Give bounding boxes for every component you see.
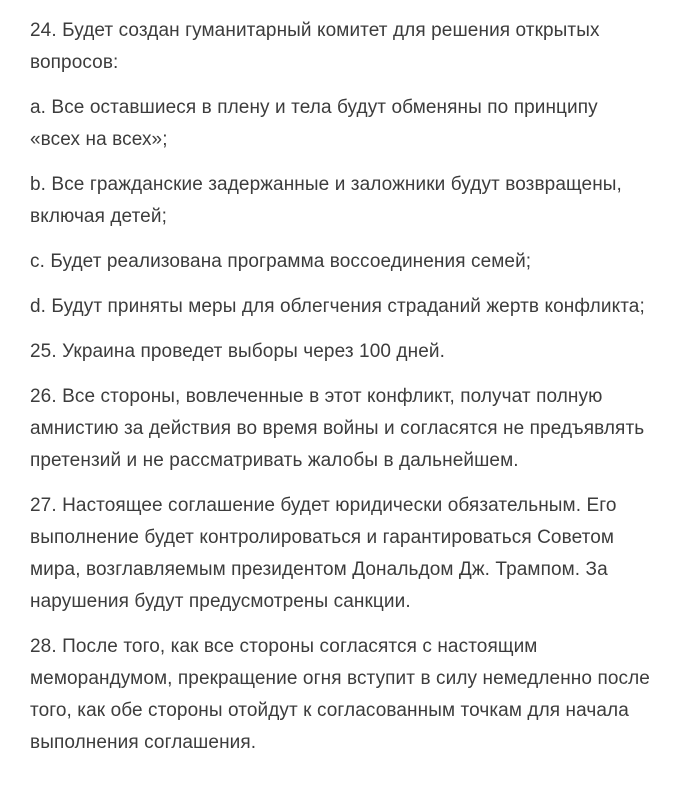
paragraph-item-24b: b. Все гражданские задержанные и заложники будут возвращены, включая детей;: [30, 174, 622, 227]
paragraph-item-25: 25. Украина проведет выборы через 100 дней.: [30, 341, 445, 362]
paragraph-item-24a: a. Все оставшиеся в плену и тела будут обменяны по принципу «всех на всех»;: [30, 97, 598, 150]
paragraph-item-26: 26. Все стороны, вовлеченные в этот конфликт, получат полную амнистию за действия во время войны и согласятся не предъявлять претензий и не рассматривать жалобы в дальнейшем.: [30, 386, 645, 471]
paragraph-item-28: 28. После того, как все стороны согласятся с настоящим меморандумом, прекращение огня вступит в силу немедленно после того, как обе стороны отойдут к согласованным точкам для начала выполнения соглашения.: [30, 636, 650, 753]
paragraph-item-24: 24. Будет создан гуманитарный комитет для решения открытых вопросов:: [30, 20, 600, 73]
paragraph-item-24c: c. Будет реализована программа воссоединения семей;: [30, 251, 532, 272]
paragraph-item-24d: d. Будут приняты меры для облегчения страданий жертв конфликта;: [30, 296, 645, 317]
paragraph-item-27: 27. Настоящее соглашение будет юридически обязательным. Его выполнение будет контролироваться и гарантироваться Советом мира, возглавляемым президентом Дональдом Дж. Трампом. За нарушения будут предусмотрены санкции.: [30, 495, 617, 612]
